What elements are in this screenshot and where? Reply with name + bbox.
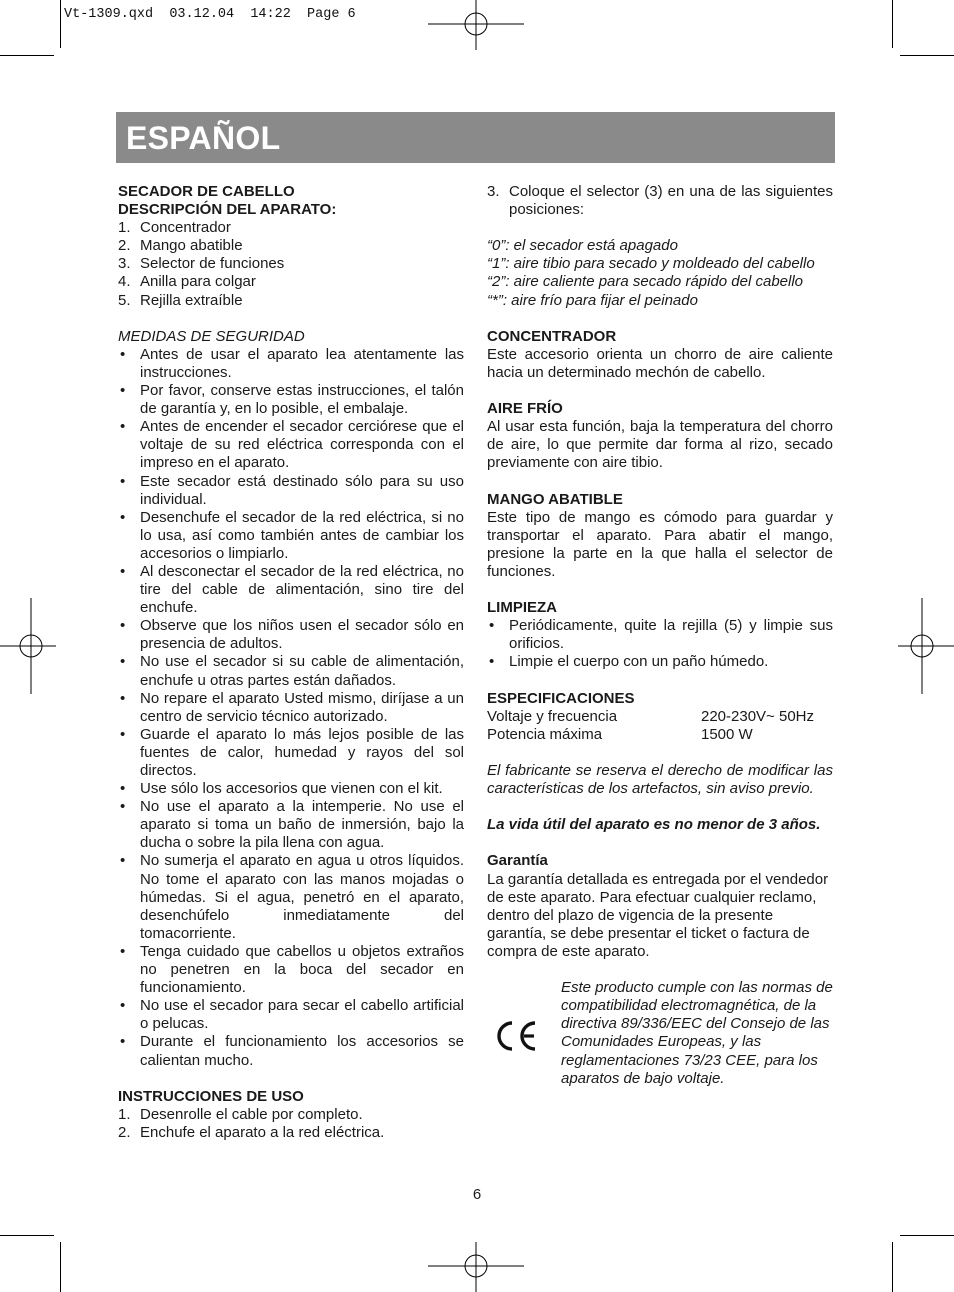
limpieza-title: LIMPIEZA (487, 599, 557, 617)
crop-mark (60, 1242, 61, 1292)
print-slug: Vt-1309.qxd 03.12.04 14:22 Page 6 (64, 7, 356, 22)
position-text: “1”: aire tibio para secado y moldeado del cabello (487, 255, 815, 273)
registration-mark-right (898, 598, 954, 694)
list-item: • No use el secador para secar el cabello artificial o pelucas. (120, 997, 464, 1033)
list-item: • Antes de encender el secador cerciórese que el voltaje de su red eléctrica corresponda con el impreso en el aparato. (120, 418, 464, 472)
manufacturer-note: El fabricante se reserva el derecho de modificar las características de los artefactos, sin aviso previo. (487, 762, 833, 798)
aire-frio-title: AIRE FRÍO (487, 400, 563, 418)
right-column (487, 183, 833, 1109)
list-item: 3. Selector de funciones (118, 255, 285, 273)
list-item: 2. Mango abatible (118, 237, 243, 255)
list-item: • No repare el aparato Usted mismo, diríjase a un centro de servicio técnico autorizado. (120, 689, 464, 725)
warranty-title: Garantía (487, 852, 548, 870)
list-item: • Al desconectar el secador de la red eléctrica, no tire del cable de alimentación, sino tire del enchufe. (120, 562, 464, 617)
list-item: • Periódicamente, quite la rejilla (5) y limpie sus orificios. (489, 617, 833, 653)
ce-compliance (487, 979, 833, 1109)
mango-title: MANGO ABATIBLE (487, 490, 623, 508)
position-text: “2”: aire caliente para secado rápido del cabello (487, 273, 804, 291)
list-item: • Antes de usar el aparato lea atentamente las instrucciones. (120, 345, 464, 381)
description-title: DESCRIPCIÓN DEL APARATO: (118, 201, 337, 219)
list-item: • No sumerja el aparato en agua u otros líquidos. No tome el aparato con las manos mojadas o húmedas. Si el agua, penetró en el aparato, desenchúfelo inmediatamente del tomacorriente. (120, 852, 464, 942)
position-text: “*”: aire frío para fijar el peinado (487, 291, 698, 309)
life-note: La vida útil del aparato es no menor de 3 años. (487, 816, 821, 834)
list-item: • Limpie el cuerpo con un paño húmedo. (489, 653, 769, 671)
concentrador-title: CONCENTRADOR (487, 327, 617, 345)
list-item: 2. Enchufe el aparato a la red eléctrica. (118, 1123, 385, 1141)
safety-list (118, 346, 464, 1070)
list-item: 3. Coloque el selector (3) en una de las siguientes posiciones: (487, 183, 833, 219)
list-item: • Observe que los niños usen el secador sólo en presencia de adultos. (120, 617, 464, 653)
warranty-text: La garantía detallada es entregada por el vendedor de este aparato. Para efectuar cualquier reclamo, dentro del plazo de vigencia de la presente garantía, se debe presentar el ticket o factura de compra de este aparato. (487, 870, 829, 960)
page-number: 6 (472, 1186, 482, 1203)
list-item: 5. Rejilla extraíble (118, 291, 243, 309)
spec-row: Voltaje y frecuencia 220-230V~ 50Hz (487, 707, 814, 725)
list-item: 1. Desenrolle el cable por completo. (118, 1105, 363, 1123)
parts-list (118, 219, 464, 309)
list-item: 1. Concentrador (118, 219, 231, 237)
list-item: 4. Anilla para colgar (118, 273, 256, 291)
crop-mark (900, 1235, 954, 1236)
list-item: • No use el aparato a la intemperie. No use el aparato si toma un baño de inmersión, bajo la ducha o sobre la pila llena con agua. (120, 798, 464, 852)
left-column (118, 183, 464, 1142)
list-item: • Desenchufe el secador de la red eléctrica, si no lo usa, así como también antes de cambiar los accesorios o limpiarlo. (120, 508, 464, 562)
list-item: • Por favor, conserve estas instrucciones, el talón de garantía y, en lo posible, el embalaje. (120, 382, 464, 418)
product-title: SECADOR DE CABELLO (118, 183, 295, 200)
spec-row: Potencia máxima 1500 W (487, 725, 753, 743)
safety-title: MEDIDAS DE SEGURIDAD (118, 327, 305, 345)
ce-text: Este producto cumple con las normas de compatibilidad electromagnética, de la directiva 89/336/EEC del Consejo de las Comunidades Europeas, y las reglamentaciones 73/23 CEE, para los aparatos de bajo voltaje. (561, 979, 833, 1087)
usage-title: INSTRUCCIONES DE USO (118, 1087, 304, 1105)
crop-mark (60, 0, 61, 48)
list-item: • Durante el funcionamiento los accesorios se calientan mucho. (120, 1033, 464, 1069)
crop-mark (900, 55, 954, 56)
crop-mark (0, 1235, 54, 1236)
list-item: • No use el secador si su cable de alimentación, enchufe u otras partes están dañados. (120, 653, 464, 689)
page-title: ESPAÑOL (126, 120, 281, 156)
registration-mark-left (0, 598, 56, 694)
aire-frio-text: Al usar esta función, baja la temperatura del chorro de aire, lo que permite dar forma al rizo, secado previamente con aire tibio. (487, 418, 833, 472)
ce-mark-icon (493, 1019, 539, 1053)
crop-mark (0, 55, 54, 56)
mango-text: Este tipo de mango es cómodo para guardar y transportar el aparato. Para abatir el mango, presione la parte en la que halla el selector de funciones. (487, 508, 833, 580)
registration-mark-top (428, 0, 524, 50)
list-item: • Use sólo los accesorios que vienen con el kit. (120, 780, 443, 798)
list-item: • Guarde el aparato lo más lejos posible de las fuentes de calor, humedad y rayos del sol directos. (120, 725, 464, 779)
position-text: “0”: el secador está apagado (487, 237, 678, 255)
crop-mark (892, 0, 893, 48)
language-banner (116, 112, 835, 163)
crop-mark (892, 1242, 893, 1292)
registration-mark-bottom (428, 1242, 524, 1292)
spec-title: ESPECIFICACIONES (487, 689, 635, 707)
list-item: • Tenga cuidado que cabellos u objetos extraños no penetren en la boca del secador en funcionamiento. (120, 942, 464, 997)
usage-list (118, 1106, 464, 1142)
list-item: • Este secador está destinado sólo para su uso individual. (120, 472, 464, 508)
concentrador-text: Este accesorio orienta un chorro de aire caliente hacia un determinado mechón de cabello. (487, 345, 833, 381)
